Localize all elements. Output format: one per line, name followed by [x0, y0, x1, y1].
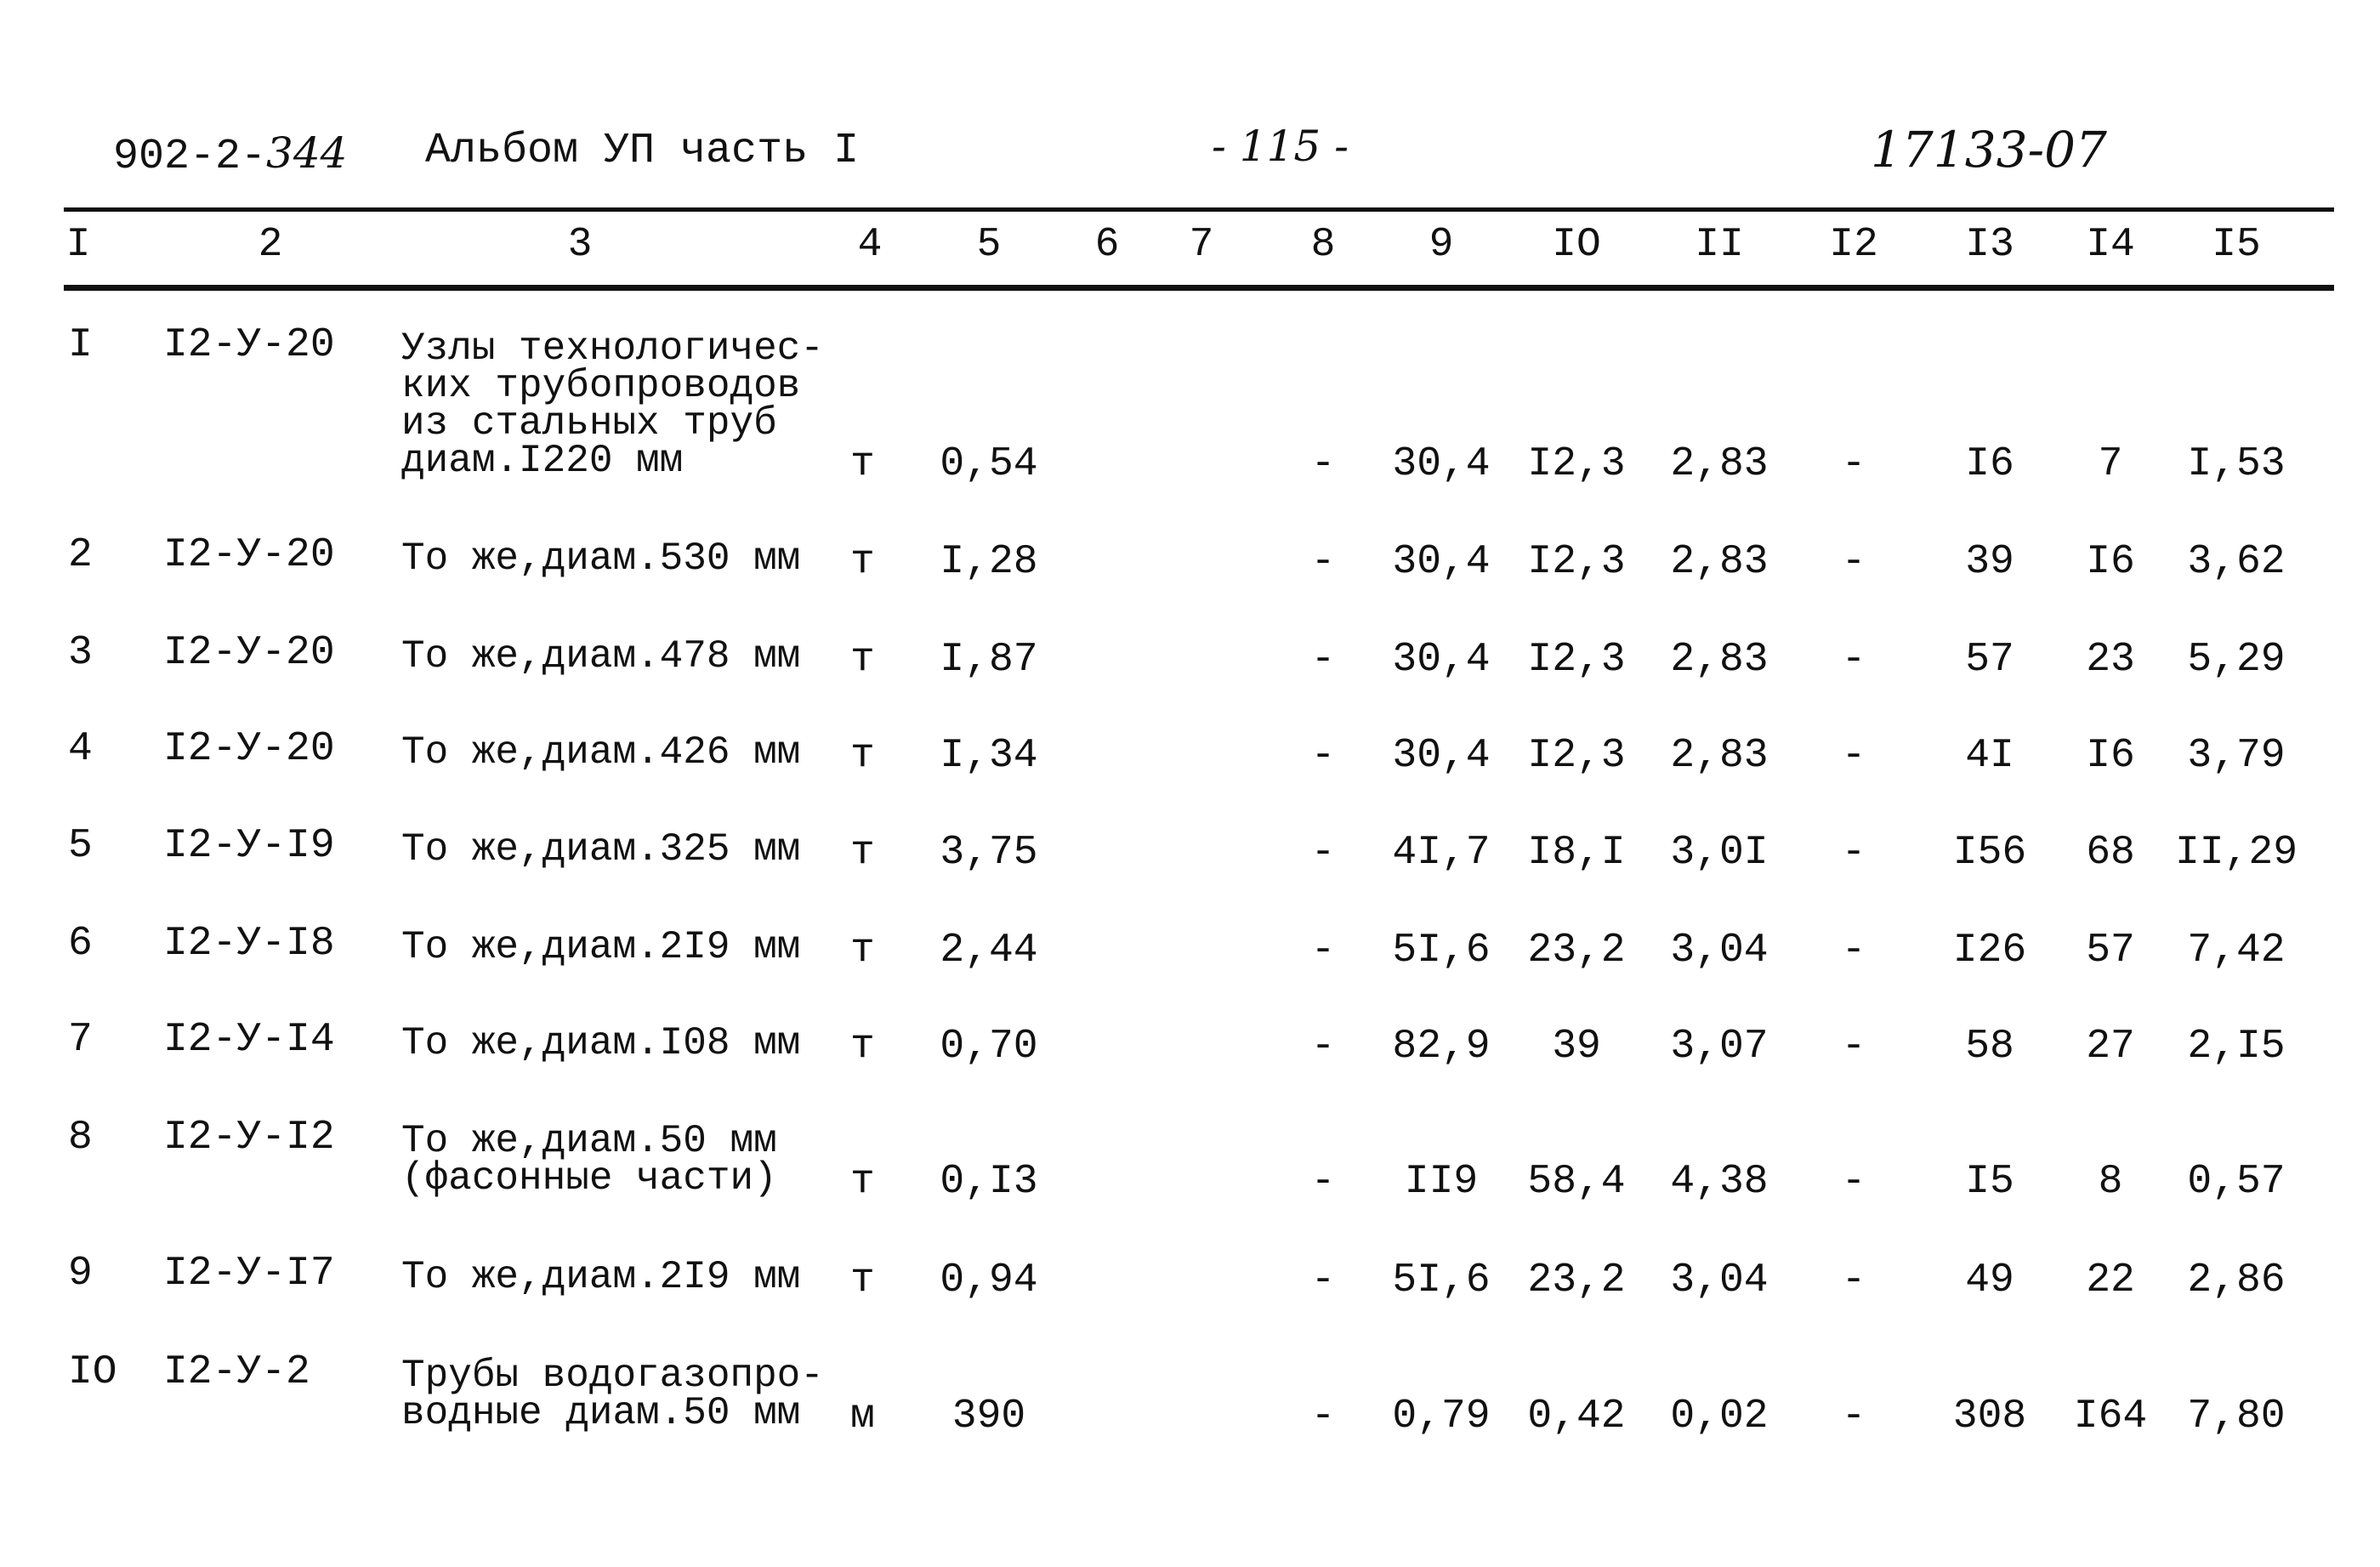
cell-c5: 0,I3 — [940, 1159, 1038, 1205]
cell-c15: II,29 — [2174, 830, 2298, 876]
cell-c14: 23 — [2086, 637, 2135, 683]
unit: т — [850, 539, 875, 585]
description-line: То же,диам.530 мм — [401, 537, 801, 581]
cell-c11: 3,04 — [1670, 1258, 1769, 1303]
cell-c13: 57 — [1965, 637, 2014, 683]
cell-c9: 0,79 — [1392, 1394, 1491, 1439]
cell-c12: - — [1841, 1258, 1866, 1303]
cell-c5: 0,94 — [940, 1258, 1038, 1303]
cell-c10: 23,2 — [1527, 928, 1626, 974]
cell-c10: I2,3 — [1527, 637, 1626, 683]
unit: м — [850, 1394, 875, 1439]
cell-c11: 2,83 — [1670, 637, 1769, 683]
row-number: IO — [68, 1349, 117, 1395]
cell-c14: 68 — [2086, 830, 2135, 876]
cell-c5: 3,75 — [940, 830, 1038, 876]
doc-code-prefix: 902-2- — [113, 133, 267, 181]
cell-c5: 2,44 — [940, 928, 1038, 974]
norm-code: I2-У-I2 — [163, 1115, 335, 1161]
cell-c5: 390 — [951, 1394, 1026, 1439]
cell-c11: 3,07 — [1670, 1024, 1769, 1070]
column-number: 9 — [1429, 222, 1454, 268]
cell-c11: 2,83 — [1670, 441, 1769, 487]
cell-c8: - — [1310, 733, 1336, 779]
cell-c11: 3,0I — [1670, 830, 1769, 876]
item-description — [401, 1354, 824, 1435]
cell-c13: 4I — [1965, 733, 2014, 779]
cell-c10: I2,3 — [1527, 441, 1626, 487]
cell-c13: I56 — [1952, 830, 2027, 876]
cell-c12: - — [1841, 1159, 1866, 1205]
project-code: 17133-07 — [1871, 121, 2107, 179]
cell-c12: - — [1841, 733, 1866, 779]
cell-c8: - — [1310, 1159, 1336, 1205]
cell-c9: II9 — [1404, 1159, 1479, 1205]
item-description — [401, 1119, 777, 1201]
column-number: 2 — [258, 222, 283, 268]
unit: т — [850, 928, 875, 974]
cell-c10: 23,2 — [1527, 1258, 1626, 1303]
cell-c10: 58,4 — [1527, 1159, 1626, 1205]
row-number: 6 — [68, 921, 93, 967]
cell-c5: 0,70 — [940, 1024, 1038, 1070]
cell-c5: I,28 — [940, 539, 1038, 585]
description-line: То же,диам.2I9 мм — [401, 925, 801, 969]
norm-code: I2-У-I8 — [163, 921, 335, 967]
cell-c14: 27 — [2086, 1024, 2135, 1070]
cell-c15: 7,42 — [2187, 928, 2286, 974]
cell-c14: 8 — [2098, 1159, 2123, 1205]
column-number: I4 — [2086, 222, 2135, 268]
cell-c12: - — [1841, 1394, 1866, 1439]
column-number: I3 — [1965, 222, 2014, 268]
cell-c8: - — [1310, 637, 1336, 683]
description-line: То же,диам.325 мм — [401, 827, 801, 872]
row-number: 2 — [68, 532, 93, 578]
column-number: 3 — [567, 222, 593, 268]
cell-c10: 39 — [1552, 1024, 1601, 1070]
cell-c8: - — [1310, 539, 1336, 585]
row-number: 7 — [68, 1017, 93, 1063]
cell-c15: 3,79 — [2187, 733, 2286, 779]
row-number: I — [68, 322, 93, 368]
cell-c9: 5I,6 — [1392, 928, 1491, 974]
cell-c9: 30,4 — [1392, 441, 1491, 487]
norm-code: I2-У-I9 — [163, 823, 335, 869]
cell-c15: I,53 — [2187, 441, 2286, 487]
description-line: Узлы технологичес- — [401, 326, 824, 371]
description-line: То же,диам.478 мм — [401, 634, 801, 678]
cell-c12: - — [1841, 539, 1866, 585]
cell-c15: 7,80 — [2187, 1394, 2286, 1439]
description-line: То же,диам.I08 мм — [401, 1021, 801, 1065]
description-line: То же,диам.2I9 мм — [401, 1255, 801, 1299]
cell-c13: 39 — [1965, 539, 2014, 585]
row-number: 9 — [68, 1251, 93, 1297]
cell-c14: 22 — [2086, 1258, 2135, 1303]
column-number: 6 — [1094, 222, 1120, 268]
cell-c13: I6 — [1965, 441, 2014, 487]
cell-c8: - — [1310, 1258, 1336, 1303]
cell-c8: - — [1310, 928, 1336, 974]
cell-c9: 5I,6 — [1392, 1258, 1491, 1303]
row-number: 4 — [68, 726, 93, 772]
cell-c9: 4I,7 — [1392, 830, 1491, 876]
item-description — [401, 730, 801, 775]
column-number: 5 — [976, 222, 1002, 268]
unit: т — [850, 637, 875, 683]
description-line: из стальных труб — [401, 401, 777, 446]
column-number: IO — [1552, 222, 1601, 268]
row-number: 8 — [68, 1115, 93, 1161]
cell-c15: 2,I5 — [2187, 1024, 2286, 1070]
row-number: 3 — [68, 630, 93, 676]
norm-code: I2-У-20 — [163, 630, 335, 676]
item-description — [401, 1021, 801, 1065]
cell-c8: - — [1310, 441, 1336, 487]
description-line: ких трубопроводов — [401, 364, 801, 408]
cell-c13: 49 — [1965, 1258, 2014, 1303]
row-number: 5 — [68, 823, 93, 869]
cell-c10: I2,3 — [1527, 539, 1626, 585]
doc-code — [113, 128, 347, 183]
description-line: То же,диам.426 мм — [401, 730, 801, 775]
cell-c8: - — [1310, 1024, 1336, 1070]
cell-c10: 0,42 — [1527, 1394, 1626, 1439]
header-rule-top — [64, 207, 2334, 212]
cell-c8: - — [1310, 830, 1336, 876]
unit: т — [850, 1258, 875, 1303]
cell-c9: 82,9 — [1392, 1024, 1491, 1070]
column-number: 7 — [1189, 222, 1214, 268]
cell-c12: - — [1841, 1024, 1866, 1070]
description-line: То же,диам.50 мм — [401, 1119, 777, 1163]
item-description — [401, 537, 801, 581]
page-number: - 115 - — [1212, 122, 1349, 171]
cell-c14: 7 — [2098, 441, 2123, 487]
cell-c11: 4,38 — [1670, 1159, 1769, 1205]
cell-c11: 0,02 — [1670, 1394, 1769, 1439]
cell-c11: 3,04 — [1670, 928, 1769, 974]
cell-c9: 30,4 — [1392, 539, 1491, 585]
unit: т — [850, 1159, 875, 1205]
description-line: диам.I220 мм — [401, 439, 684, 483]
cell-c5: I,34 — [940, 733, 1038, 779]
cell-c12: - — [1841, 830, 1866, 876]
unit: т — [850, 441, 875, 487]
cell-c13: 308 — [1952, 1394, 2027, 1439]
cell-c5: 0,54 — [940, 441, 1038, 487]
norm-code: I2-У-2 — [163, 1349, 310, 1395]
item-description — [401, 634, 801, 678]
cell-c14: I6 — [2086, 733, 2135, 779]
cell-c10: I2,3 — [1527, 733, 1626, 779]
cell-c13: I5 — [1965, 1159, 2014, 1205]
norm-code: I2-У-20 — [163, 532, 335, 578]
description-line: водные диам.50 мм — [401, 1391, 801, 1435]
description-line: Трубы водогазопро- — [401, 1354, 824, 1398]
column-number: 8 — [1310, 222, 1336, 268]
cell-c15: 3,62 — [2187, 539, 2286, 585]
cell-c9: 30,4 — [1392, 733, 1491, 779]
item-description — [401, 827, 801, 872]
cell-c12: - — [1841, 637, 1866, 683]
column-number: I2 — [1829, 222, 1878, 268]
column-number: I5 — [2212, 222, 2261, 268]
cell-c13: I26 — [1952, 928, 2027, 974]
description-line: (фасонные части) — [401, 1156, 777, 1201]
cell-c14: I64 — [2073, 1394, 2148, 1439]
item-description — [401, 326, 824, 483]
column-number: II — [1695, 222, 1744, 268]
header-rule-bottom — [64, 285, 2334, 291]
unit: т — [850, 733, 875, 779]
column-number: I — [65, 222, 91, 268]
unit: т — [850, 830, 875, 876]
cell-c15: 0,57 — [2187, 1159, 2286, 1205]
cell-c11: 2,83 — [1670, 733, 1769, 779]
cell-c15: 2,86 — [2187, 1258, 2286, 1303]
cell-c9: 30,4 — [1392, 637, 1491, 683]
norm-code: I2-У-20 — [163, 726, 335, 772]
column-number: 4 — [857, 222, 883, 268]
norm-code: I2-У-20 — [163, 322, 335, 368]
norm-code: I2-У-I7 — [163, 1251, 335, 1297]
album-title: Альбом УП часть I — [425, 127, 860, 175]
cell-c11: 2,83 — [1670, 539, 1769, 585]
unit: т — [850, 1024, 875, 1070]
cell-c13: 58 — [1965, 1024, 2014, 1070]
cell-c12: - — [1841, 441, 1866, 487]
cell-c12: - — [1841, 928, 1866, 974]
doc-code-suffix: 344 — [266, 128, 348, 178]
cell-c14: 57 — [2086, 928, 2135, 974]
cell-c5: I,87 — [940, 637, 1038, 683]
cell-c10: I8,I — [1527, 830, 1626, 876]
norm-code: I2-У-I4 — [163, 1017, 335, 1063]
cell-c14: I6 — [2086, 539, 2135, 585]
item-description — [401, 1255, 801, 1299]
cell-c8: - — [1310, 1394, 1336, 1439]
item-description — [401, 925, 801, 969]
cell-c15: 5,29 — [2187, 637, 2286, 683]
